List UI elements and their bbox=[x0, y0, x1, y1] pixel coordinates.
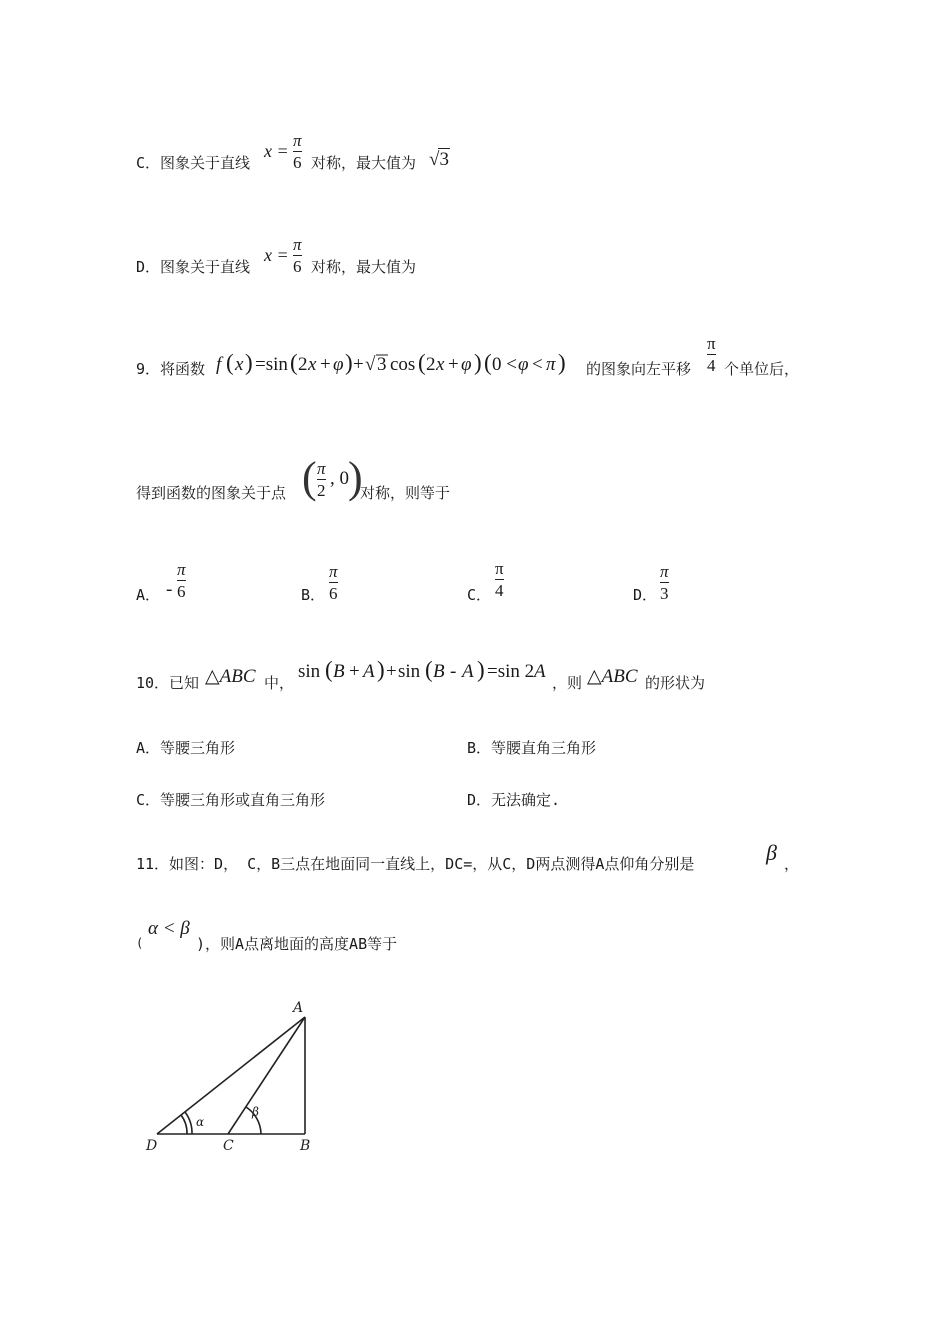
q9-line2-suffix: 对称，则等于 bbox=[360, 484, 451, 502]
svg-text:3: 3 bbox=[377, 354, 387, 375]
figure-label-beta: β bbox=[252, 1105, 259, 1119]
svg-text:+: + bbox=[353, 354, 364, 375]
q9-line1-suffix: 个单位后， bbox=[724, 360, 800, 378]
q8-option-d-text: 对称，最大值为 bbox=[311, 258, 417, 276]
svg-text:φ: φ bbox=[518, 354, 529, 375]
q9-prefix: 9．将函数 bbox=[136, 360, 206, 378]
svg-text:√: √ bbox=[365, 354, 376, 375]
q10-equation-formula bbox=[298, 657, 552, 685]
q8-option-d-x-eq: x = bbox=[264, 245, 289, 265]
q10-equation bbox=[298, 657, 552, 691]
q11-open-paren: ( bbox=[136, 936, 144, 950]
svg-text:f: f bbox=[216, 354, 222, 375]
svg-text:+: + bbox=[349, 661, 360, 682]
svg-text:A: A bbox=[462, 661, 474, 682]
q9-option-a-sign: - bbox=[166, 579, 173, 600]
svg-text:): ) bbox=[558, 350, 566, 375]
q11-line2-rest: )，则A点离地面的高度AB等于 bbox=[196, 935, 398, 953]
q8-option-c-max-value: √3 bbox=[429, 149, 449, 170]
q9-function-formula bbox=[216, 350, 588, 378]
svg-text:φ: φ bbox=[461, 354, 472, 375]
svg-text:=sin: =sin bbox=[255, 354, 288, 375]
svg-text:2: 2 bbox=[426, 354, 436, 375]
q11-beta: β bbox=[766, 840, 777, 865]
svg-text:(: ( bbox=[325, 657, 333, 682]
svg-text:x: x bbox=[308, 354, 317, 375]
svg-text:<: < bbox=[532, 354, 543, 375]
svg-text:cos: cos bbox=[390, 354, 416, 375]
q8-option-d-pi-over-6: π 6 bbox=[293, 235, 302, 276]
q10-prefix: 10．已知 bbox=[136, 674, 200, 692]
q9-point-right-paren: ) bbox=[348, 453, 363, 502]
svg-text:π: π bbox=[546, 354, 556, 375]
q9-option-c-label: C． bbox=[467, 586, 492, 604]
q8-option-d-label: D．图象关于直线 bbox=[136, 258, 251, 276]
q8-option-c-label: C．图象关于直线 bbox=[136, 154, 251, 172]
svg-text:+: + bbox=[320, 354, 331, 375]
svg-text:=sin 2: =sin 2 bbox=[487, 661, 535, 682]
q8-option-c-pi-over-6: π 6 bbox=[293, 131, 302, 172]
q9-shift-pi-over-4: π 4 bbox=[707, 334, 716, 375]
q9-point-left-paren: ( bbox=[302, 453, 317, 502]
figure-line-ad bbox=[157, 1017, 305, 1134]
q9-option-c-fraction: π 4 bbox=[495, 559, 504, 600]
figure-alpha-arc-1 bbox=[181, 1115, 187, 1134]
q10-option-d: D．无法确定. bbox=[467, 791, 561, 809]
figure-label-d: D bbox=[146, 1138, 158, 1154]
svg-text:A: A bbox=[534, 661, 546, 682]
q9-option-d-fraction: π 3 bbox=[660, 562, 669, 603]
svg-text:(: ( bbox=[484, 350, 492, 375]
q9-option-a-label: A． bbox=[136, 586, 161, 604]
q9-option-d-label: D． bbox=[633, 586, 658, 604]
svg-text:B: B bbox=[433, 661, 445, 682]
q9-option-a-fraction: π 6 bbox=[177, 560, 186, 601]
figure-label-a: A bbox=[293, 1000, 304, 1016]
svg-text:(: ( bbox=[418, 350, 426, 375]
q11-inequality: α < β bbox=[148, 918, 190, 939]
svg-text:+: + bbox=[448, 354, 459, 375]
q9-option-b-label: B． bbox=[301, 586, 326, 604]
figure-label-c: C bbox=[223, 1138, 234, 1154]
q10-triangle-2: △ABC bbox=[587, 666, 638, 687]
svg-text:x: x bbox=[436, 354, 445, 375]
svg-text:-: - bbox=[450, 661, 457, 682]
q9-option-b-fraction: π 6 bbox=[329, 562, 338, 603]
svg-text:sin: sin bbox=[298, 661, 321, 682]
svg-text:sin: sin bbox=[398, 661, 421, 682]
q10-option-c: C．等腰三角形或直角三角形 bbox=[136, 791, 326, 809]
q9-line2-prefix: 得到函数的图象关于点 bbox=[136, 484, 287, 502]
svg-text:0 <: 0 < bbox=[492, 354, 517, 375]
q10-mid2: ，则 bbox=[552, 674, 583, 692]
svg-text:): ) bbox=[477, 657, 485, 682]
q10-option-b: B．等腰直角三角形 bbox=[467, 739, 597, 757]
svg-text:): ) bbox=[474, 350, 482, 375]
q10-triangle: △ABC bbox=[205, 666, 256, 687]
svg-text:A: A bbox=[363, 661, 375, 682]
q9-point-rest: , 0 bbox=[330, 468, 349, 489]
q9-point-pi-over-2: π 2 bbox=[317, 459, 326, 500]
figure-label-b: B bbox=[300, 1138, 311, 1154]
q11-line1-comma: ， bbox=[784, 855, 800, 873]
q11-line1: 11．如图：D， C，B三点在地面同一直线上，DC=，从C，D两点测得A点仰角分别是 bbox=[136, 855, 695, 873]
svg-text:+: + bbox=[386, 661, 397, 682]
svg-text:B: B bbox=[333, 661, 345, 682]
svg-text:(: ( bbox=[226, 350, 234, 375]
svg-text:2: 2 bbox=[298, 354, 308, 375]
svg-text:): ) bbox=[345, 350, 353, 375]
svg-text:φ: φ bbox=[333, 354, 344, 375]
q10-mid: 中， bbox=[264, 674, 295, 692]
svg-text:): ) bbox=[245, 350, 253, 375]
svg-text:): ) bbox=[377, 657, 385, 682]
q10-option-a: A．等腰三角形 bbox=[136, 739, 236, 757]
q8-option-c-x-eq: x = bbox=[264, 141, 289, 161]
q9-shift-text: 的图象向左平移 bbox=[586, 360, 692, 378]
q8-option-c-text: 对称，最大值为 bbox=[311, 154, 417, 172]
svg-text:(: ( bbox=[425, 657, 433, 682]
svg-text:x: x bbox=[235, 354, 244, 375]
svg-text:(: ( bbox=[290, 350, 298, 375]
q10-suffix: 的形状为 bbox=[645, 674, 706, 692]
figure-label-alpha: α bbox=[196, 1115, 205, 1129]
q11-triangle-figure bbox=[140, 998, 340, 1158]
q9-function bbox=[216, 350, 588, 384]
figure-line-ac bbox=[228, 1017, 305, 1134]
